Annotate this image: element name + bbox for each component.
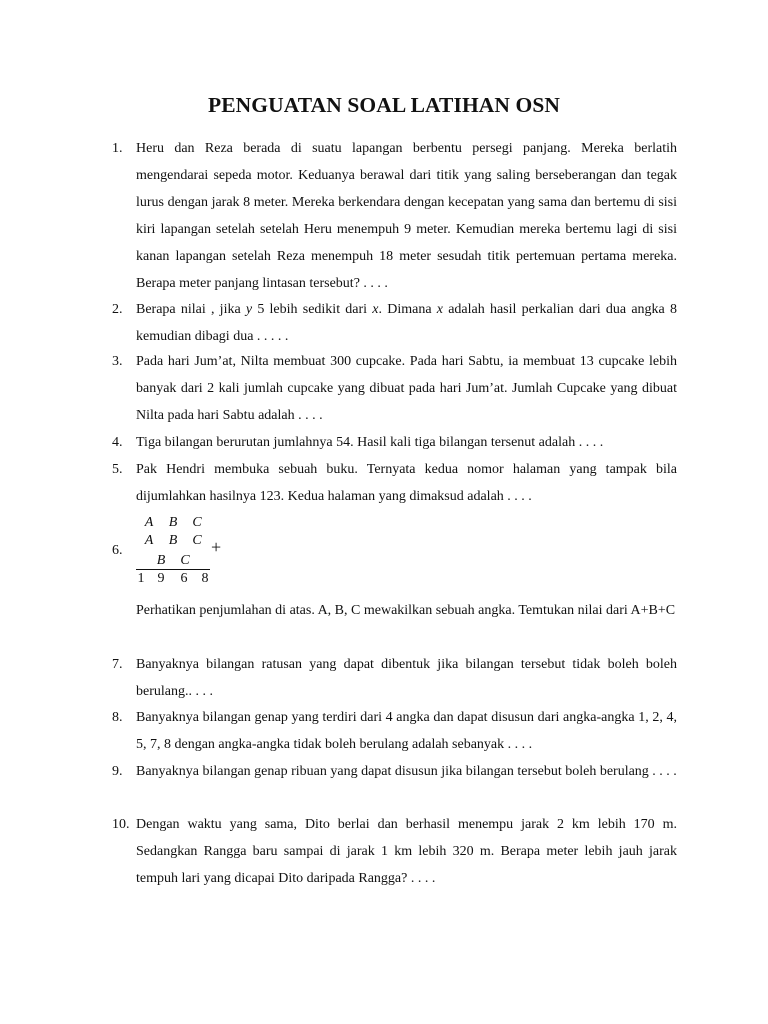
question-2 — [112, 296, 677, 350]
question-6-text — [112, 597, 677, 624]
question-1 — [112, 135, 677, 297]
question-text: Banyaknya bilangan genap yang terdiri dari 4 angka dan dapat disusun dari angka-angka 1, 2, 4, 5, 7, 8 dengan angka-angka tidak boleh berulang adalah sebanyak . . . . — [136, 710, 677, 752]
question-number: 8. — [112, 710, 123, 725]
variable-x: x — [436, 302, 443, 317]
addend-2-digit-b: B — [168, 533, 178, 548]
question-8 — [112, 704, 677, 758]
question-3 — [112, 348, 677, 429]
addend-2-digit-a: A — [144, 533, 154, 548]
addend-1-digit-c: C — [192, 515, 202, 530]
question-text: Pak Hendri membuka sebuah buku. Ternyata kedua nomor halaman yang tampak bila dijumlahkan hasilnya 123. Kedua halaman yang dimaksud adalah . . . . — [136, 462, 677, 504]
variable-x: x — [372, 302, 379, 317]
sum-digit: 6 — [180, 571, 188, 586]
question-number: 5. — [112, 462, 123, 477]
question-number: 3. — [112, 354, 123, 369]
question-text: Perhatikan penjumlahan di atas. A, B, C mewakilkan sebuah angka. Temtukan nilai dari A+B+C — [136, 603, 676, 618]
question-number: 9. — [112, 764, 123, 779]
question-number: 2. — [112, 302, 123, 317]
question-10 — [112, 811, 677, 892]
sum-digit: 8 — [201, 571, 209, 586]
question-5 — [112, 456, 677, 510]
question-7 — [112, 651, 677, 705]
text-segment: Berapa nilai , jika — [136, 302, 246, 317]
sum-underline — [136, 569, 210, 570]
page-title: PENGUATAN SOAL LATIHAN OSN — [207, 93, 561, 117]
sum-digit: 9 — [157, 571, 165, 586]
text-segment: 5 lebih sedikit dari — [252, 302, 373, 317]
question-text: Banyaknya bilangan ratusan yang dapat dibentuk jika bilangan tersebut tidak boleh boleh berulang.. . . . — [136, 657, 677, 699]
question-9 — [112, 758, 677, 785]
sum-digit: 1 — [137, 571, 145, 586]
question-text: Pada hari Jum’at, Nilta membuat 300 cupcake. Pada hari Sabtu, ia membuat 13 cupcake lebih banyak dari 2 kali jumlah cupcake yang dibuat pada hari Jum’at. Jumlah Cupcake yang dibuat Nilta pada hari Sabtu adalah . . . . — [136, 354, 677, 423]
question-number: 4. — [112, 435, 123, 450]
addend-1-digit-a: A — [144, 515, 154, 530]
question-text: Tiga bilangan berurutan jumlahnya 54. Hasil kali tiga bilangan tersenut adalah . . . . — [136, 435, 604, 450]
question-number: 1. — [112, 141, 123, 156]
question-number: 6. — [112, 543, 123, 558]
text-segment: adalah hasil perkalian dari dua angka 8 kemudian dibagi dua . . . . . — [136, 302, 677, 344]
question-4 — [112, 429, 677, 456]
addend-3-digit-b: B — [156, 553, 166, 568]
text-segment: . Dimana — [378, 302, 437, 317]
addend-2-digit-c: C — [192, 533, 202, 548]
question-number: 10. — [112, 817, 130, 832]
addend-3-digit-c: C — [180, 553, 190, 568]
variable-y: y — [245, 302, 253, 317]
question-6-addition — [112, 512, 312, 592]
question-text — [136, 296, 677, 350]
question-number: 7. — [112, 657, 123, 672]
question-text: Heru dan Reza berada di suatu lapangan berbentu persegi panjang. Mereka berlatih mengendarai sepeda motor. Keduanya berawal dari titik yang saling berseberangan dan tegak lurus dengan jarak 8 meter. Mereka berkendara dengan kecepatan yang sama dan bertemu di sisi kiri lapangan setelah setelah Heru menempuh 9 meter. Kemudian mereka bertemu lagi di sisi kanan lapangan setelah Reza menempuh 18 meter sesudah titik pertemuan pertama mereka. Berapa meter panjang lintasan tersebut? . . . . — [136, 141, 677, 291]
question-text: Dengan waktu yang sama, Dito berlai dan berhasil menempu jarak 2 km lebih 170 m. Sedangkan Rangga baru sampai di jarak 1 km lebih 320 m. Berapa meter lebih jauh jarak tempuh lari yang dicapai Dito daripada Rangga? . . . . — [136, 817, 677, 886]
plus-sign: + — [211, 537, 222, 557]
question-text: Banyaknya bilangan genap ribuan yang dapat disusun jika bilangan tersebut boleh berulang . . . . — [136, 764, 677, 779]
addend-1-digit-b: B — [168, 515, 178, 530]
